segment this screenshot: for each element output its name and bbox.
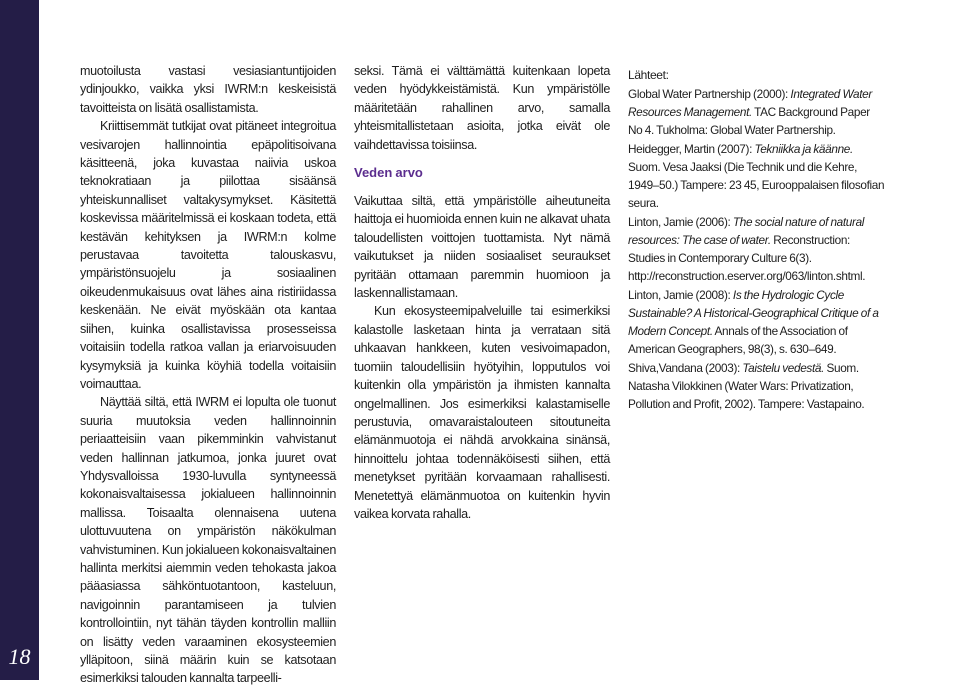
reference-item xyxy=(628,213,886,285)
reference-title: Taistelu vedestä. xyxy=(742,361,825,375)
section-heading: Veden arvo xyxy=(354,165,423,181)
reference-author: Heidegger, Martin (2007): xyxy=(628,142,755,156)
paragraph: muotoilusta vastasi vesiasiantuntijoiden ydinjoukko, vaikka yksi IWRM:n keskeisistä tavoitteista on lisätä osallistamista. xyxy=(80,64,336,115)
reference-title: Integrated Water Resources Management. xyxy=(628,87,872,119)
page-sidebar xyxy=(0,0,39,680)
reference-item xyxy=(628,286,886,358)
paragraph: Kriittisemmät tutkijat ovat pitäneet integroitua vesivarojen hallinnointia epäpolitisoivana käsitteenä, joka kuvastaa naiivia uskoa teknokratiaan ja piilottaa sisäänsä yhteiskunnalliset valtakysymykset. Käsitettä koskevissa määritelmissä ei koskaan todeta, että kestävän kehityksen ja IWRM:n kolme perustavaa tavoitetta talouskasvu, ympäristönsuojelu ja sosiaalinen oikeudenmukaisuus ovat lähes aina ristiriidassa keskenään. Ne eivät myöskään ota kantaa siihen, kuinka osallistavissa prosesseissa voitaisiin todella ratkoa vallan ja eriarvoisuuden kysymyksiä ja kuinka köyhiä todella voitaisiin voimauttaa. xyxy=(80,119,336,391)
text-column-2 xyxy=(354,62,610,523)
reference-author: Shiva,Vandana (2003): xyxy=(628,361,743,375)
paragraph: Näyttää siltä, että IWRM ei lopulta ole tuonut suuria muutoksia veden hallinnoinnin periaatteisiin vaan pikemminkin vahvistanut veden hallinnan jatkumoa, jonka juuret ovat Yhdysvalloissa 1930-luvulla syntyneessä kokonaisvaltaisessa jokialueen hallinnoinnin mallissa. Toisaalta olennaisena uutena ulottuvuutena on ympäristön näkökulman vahvistuminen. Kun jokialueen kokonaisvaltainen hallinta merkitsi aiemmin veden tehokasta jakoa pääasiassa sähköntuotantoon, kasteluun, navigoinnin parantamiseen ja tulvien kontrollointiin, nyt tähän täyden kontrollin malliin on lisätty veden varaaminen ekosysteemien ylläpitoon, siinä määrin kuin se katsotaan esimerkiksi talouden kannalta tarpeelli- xyxy=(80,395,336,686)
reference-author: Linton, Jamie (2008): xyxy=(628,288,733,302)
reference-item xyxy=(628,359,886,413)
reference-details: Suom. Vesa Jaaksi (Die Technik und die Kehre, 1949–50.) Tampere: 23 45, Eurooppalaisen filosofian seura. xyxy=(628,160,885,210)
reference-title: Tekniikka ja käänne. xyxy=(754,142,853,156)
reference-author: Global Water Partnership (2000): xyxy=(628,87,791,101)
paragraph: seksi. Tämä ei välttämättä kuitenkaan lopeta veden hyödykkeistämistä. Kun ympäristölle määritetään rahallinen arvo, samalla yhteismitallistetaan asioita, jotka eivät ole vaihdettavissa toisiinsa. xyxy=(354,64,610,152)
reference-author: Linton, Jamie (2006): xyxy=(628,215,733,229)
paragraph: Kun ekosysteemipalveluille tai esimerkiksi kalastolle lasketaan hinta ja verrataan sitä uhkaavan hankkeen, kuten vesivoimapadon, tuomiin taloudellisiin hyötyihin, lopputulos voi kuitenkin olla ympäristön ja ihmisten kannalta ongelmallinen. Jos esimerkiksi kalastamiselle perustuvia, omavaraistalouteen sitoutuneita elämänmuotoja ei nähdä arvokkaina sinänsä, hinnoittelu johtaa todennäköisesti siihen, että menetykset pyritään korvaamaan rahallisesti. Menetettyä elämänmuotoa on kuitenkin hyvin vaikea korvata rahalla. xyxy=(354,304,610,521)
reference-details: TAC Background Paper No 4. Tukholma: Global Water Partnership. xyxy=(628,105,870,137)
reference-title: Is the Hydrologic Cycle Sustainable? A Historical-Geographical Critique of a Modern Concept. xyxy=(628,288,879,338)
reference-title: The social nature of natural resources: The case of water. xyxy=(628,215,865,247)
reference-details: Reconstruction: Studies in Contemporary Culture 6(3). http://reconstruction.eserver.org/063/linton.shtml. xyxy=(628,233,866,283)
text-column-1 xyxy=(80,62,336,688)
reference-item xyxy=(628,85,886,139)
references-column xyxy=(628,66,886,414)
references-title: Lähteet: xyxy=(628,68,669,82)
reference-details: Suom. Natasha Vilokkinen (Water Wars: Privatization, Pollution and Profit, 2002). Tampere: Vastapaino. xyxy=(628,361,865,411)
page-number: 18 xyxy=(8,644,31,669)
paragraph: Vaikuttaa siltä, että ympäristölle aiheutuneita haittoja ei huomioida ennen kuin ne alkavat uhata taloudellisten voittojen tuottamista. Nyt nämä vaikutukset ja niiden sosiaaliset seuraukset pyritään ottamaan paremmin huomioon ja laskennallistamaan. xyxy=(354,194,610,301)
reference-details: Annals of the Association of American Geographers, 98(3), s. 630–649. xyxy=(628,324,848,356)
reference-item xyxy=(628,140,886,212)
